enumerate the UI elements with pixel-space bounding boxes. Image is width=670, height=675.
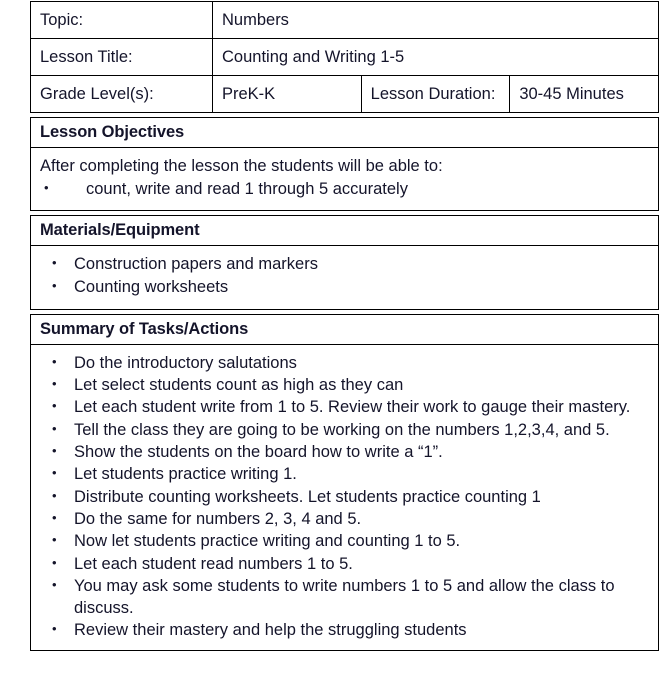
- section-header-row: [31, 216, 659, 246]
- topic-label: Topic:: [31, 2, 213, 39]
- list-item: • Do the introductory salutations: [40, 352, 650, 374]
- materials-equipment-content: [31, 246, 659, 310]
- list-item: • Show the students on the board how to write a “1”.: [40, 441, 650, 463]
- list-item: • Let students practice writing 1.: [40, 463, 650, 485]
- summary-tasks-content: [31, 344, 659, 650]
- materials-equipment-table: [30, 215, 659, 310]
- lesson-info-table: [30, 1, 659, 113]
- list-item: • Tell the class they are going to be working on the numbers 1,2,3,4, and 5.: [40, 419, 650, 441]
- list-item: • Let each student write from 1 to 5. Review their work to gauge their mastery.: [40, 396, 650, 418]
- list-item: • You may ask some students to write numbers 1 to 5 and allow the class to discuss.: [40, 575, 650, 620]
- list-item: • Distribute counting worksheets. Let students practice counting 1: [40, 486, 650, 508]
- objectives-list: [40, 178, 650, 200]
- list-item: • Construction papers and markers: [40, 253, 650, 275]
- lesson-title-label: Lesson Title:: [31, 39, 213, 76]
- section-header-row: [31, 118, 659, 148]
- list-item: • Let select students count as high as they can: [40, 374, 650, 396]
- topic-value: Numbers: [213, 2, 659, 39]
- list-item: • Now let students practice writing and counting 1 to 5.: [40, 530, 650, 552]
- objectives-lead-text: After completing the lesson the students will be able to:: [40, 157, 443, 175]
- section-body-row: [31, 246, 659, 310]
- lesson-objectives-content: [31, 148, 659, 211]
- summary-tasks-heading: Summary of Tasks/Actions: [31, 314, 659, 344]
- table-row-grade-duration: [31, 76, 659, 113]
- materials-equipment-heading: Materials/Equipment: [31, 216, 659, 246]
- table-row-topic: [31, 2, 659, 39]
- section-body-row: [31, 148, 659, 211]
- list-item: • Let each student read numbers 1 to 5.: [40, 553, 650, 575]
- grade-level-label: Grade Level(s):: [31, 76, 213, 113]
- list-item: • Counting worksheets: [40, 276, 650, 298]
- summary-tasks-actions-table: [30, 314, 659, 651]
- materials-list: [40, 253, 650, 298]
- lesson-title-value: Counting and Writing 1-5: [213, 39, 659, 76]
- lesson-objectives-table: [30, 117, 659, 211]
- section-body-row: [31, 344, 659, 650]
- list-item: • count, write and read 1 through 5 accurately: [40, 178, 650, 200]
- lesson-duration-value: 30-45 Minutes: [510, 76, 659, 113]
- lesson-duration-label: Lesson Duration:: [361, 76, 510, 113]
- list-item: • Review their mastery and help the struggling students: [40, 619, 650, 641]
- list-item: • Do the same for numbers 2, 3, 4 and 5.: [40, 508, 650, 530]
- grade-level-value: PreK-K: [213, 76, 362, 113]
- section-header-row: [31, 314, 659, 344]
- lesson-objectives-heading: Lesson Objectives: [31, 118, 659, 148]
- tasks-list: [40, 352, 650, 642]
- table-row-lesson-title: [31, 39, 659, 76]
